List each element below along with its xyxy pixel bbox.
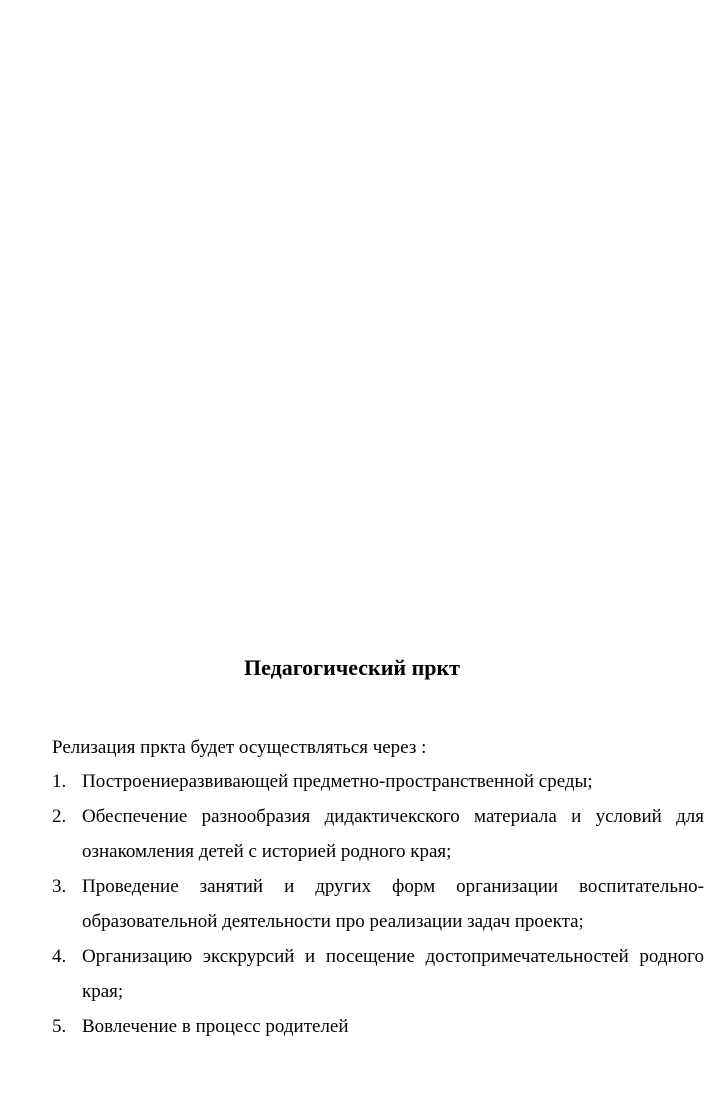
list-item-text: Обеспечение разнообразия дидактичекского материала и условий для ознакомления детей с историей родного края; <box>82 806 704 862</box>
list-item-text: Построениеразвивающей предметно-пространственной среды; <box>82 771 593 792</box>
document-title: Педагогический пркт <box>244 655 460 680</box>
list-item-text: Организацию экскрурсий и посещение достопримечательностей родного края; <box>82 946 704 1002</box>
list-item <box>52 1009 704 1044</box>
list-item-number: 3. <box>52 876 67 897</box>
list-item <box>52 799 704 869</box>
intro-paragraph: Релизация пркта будет осуществляться через : <box>52 737 427 758</box>
list-item <box>52 869 704 939</box>
list-item-number: 5. <box>52 1016 67 1037</box>
list-item-number: 4. <box>52 946 67 967</box>
list-item-text: Вовлечение в процесс родителей <box>82 1016 349 1037</box>
list-item <box>52 764 704 799</box>
list-item-number: 2. <box>52 806 67 827</box>
list-item-number: 1. <box>52 771 67 792</box>
list-item-text: Проведение занятий и других форм организации воспитательно-образовательной деятельности про реализации задач проекта; <box>82 876 704 932</box>
numbered-list <box>52 764 704 1044</box>
list-item <box>52 939 704 1009</box>
